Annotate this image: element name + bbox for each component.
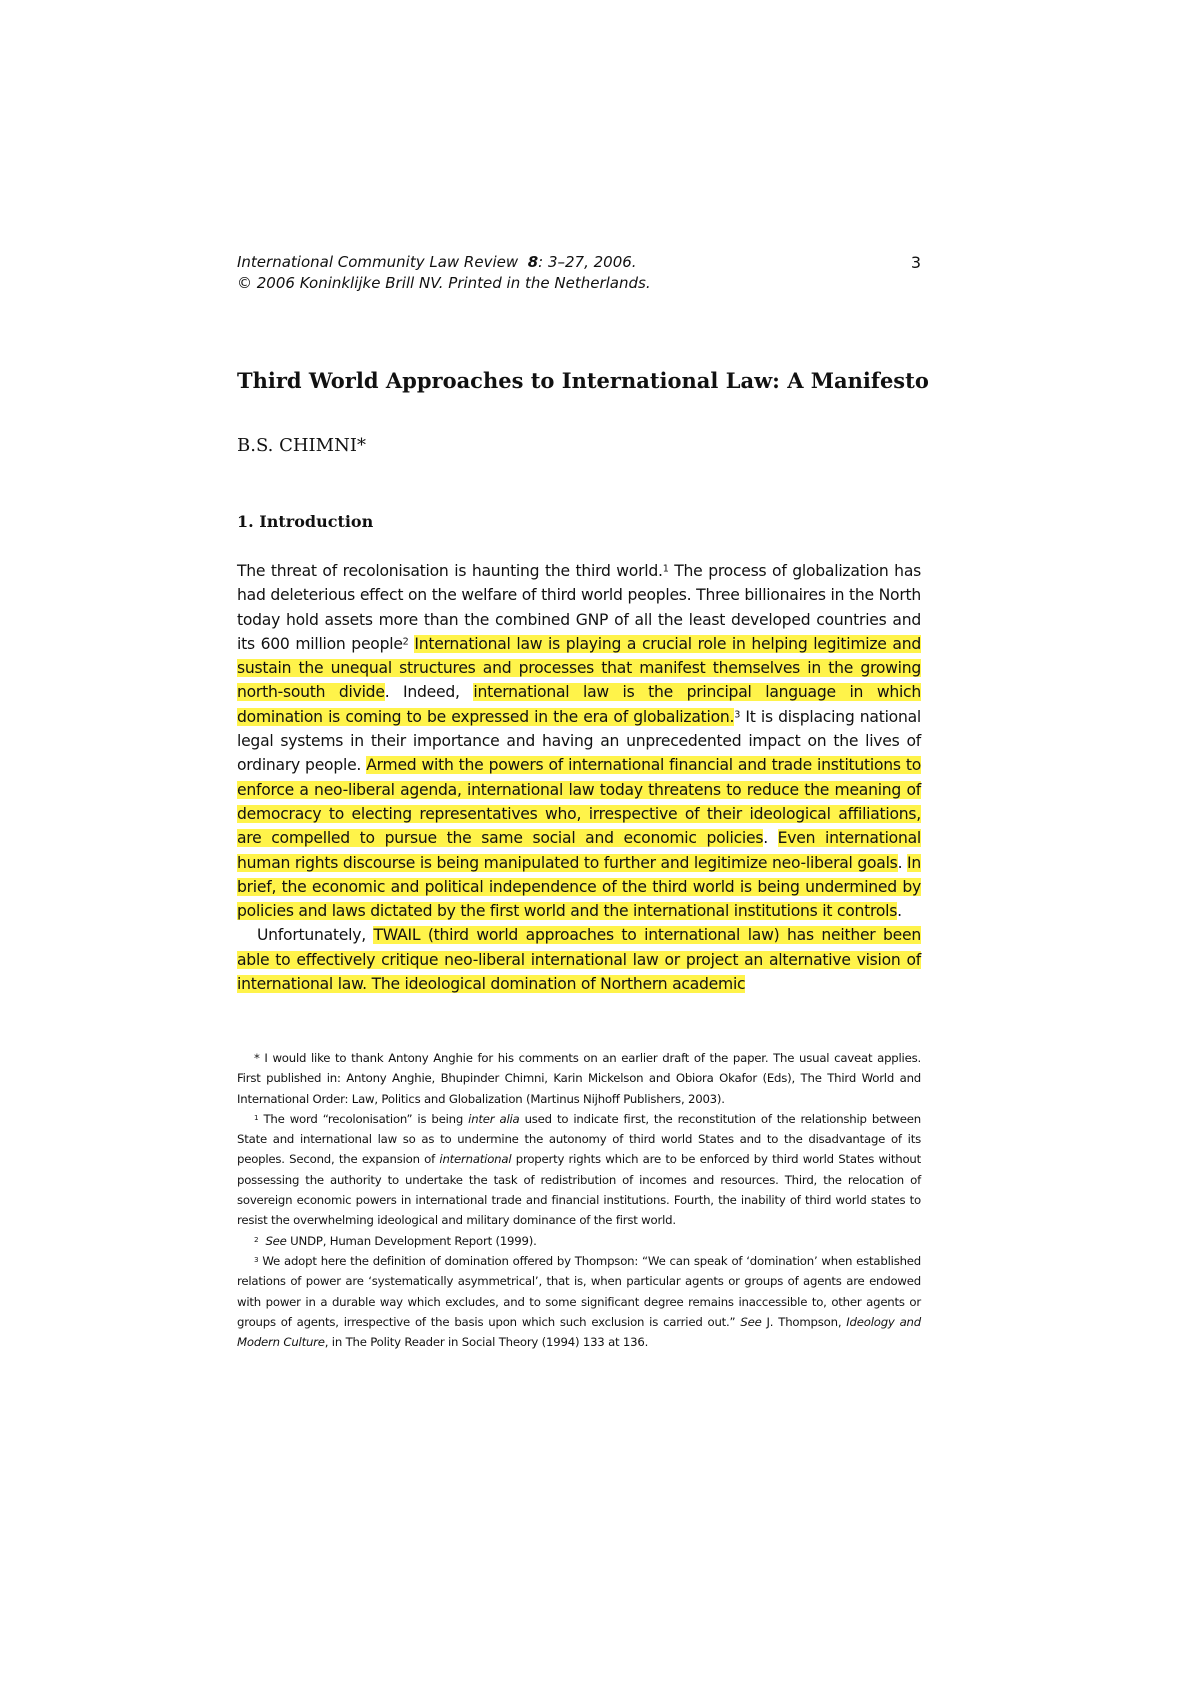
body-text: Unfortunately, [257,926,374,945]
body-text: . [897,853,908,872]
journal-pages-year: : 3–27, 2006. [538,253,637,271]
footnote-3 [237,1251,921,1352]
footnote-italic: international [439,1152,512,1167]
footnote-1 [237,1109,921,1231]
journal-volume: 8 [527,253,539,271]
highlighted-text: In brief, the economic and political independence of the third world is being undermined by policies and laws dictated by the first world and the international institutions it controls [237,853,921,921]
footnote-star [237,1048,921,1109]
footnote-text: property rights which are to be enforced by third world States without possessing the authority to undertake the task of redistribution of incomes and resources. Third, the relocation of sovereign economic powers in international trade and financial institutions. Fourth, the inability of third world states to resist the overwhelming ideological and military dominance of the first world. [237,1152,921,1228]
footnote-italic: Ideology and Modern Culture [237,1314,921,1350]
footnote-text: UNDP, Human Development Report (1999). [286,1233,537,1248]
footnote-ref[interactable]: 3 [734,709,741,721]
footnote-text: The word “recolonisation” is being [258,1111,469,1126]
body-paragraph [237,923,921,996]
footnote-marker: * [254,1051,260,1065]
footnote-text: used to indicate first, the reconstitution of the relationship between State and international law so as to undermine the autonomy of third world States and to the disadvantage of its peoples. Second, the expansion of [237,1111,921,1167]
body-text: . [897,902,902,921]
running-header [237,252,921,294]
copyright-line: © 2006 Koninklijke Brill NV. Printed in the Netherlands. [237,274,651,292]
footnote-italic: inter alia [468,1111,520,1126]
highlighted-text: International law is playing a crucial role in helping legitimize and sustain the unequal structures and processes that manifest themselves in the growing north-south divide [237,634,921,702]
footnote-marker: 3 [254,1254,259,1264]
page-number: 3 [910,253,921,272]
body-paragraph [237,559,921,923]
footnote-ref[interactable]: 1 [662,563,669,575]
footnote-marker: 1 [254,1112,259,1122]
footnote-2 [237,1231,921,1251]
body-text: The threat of recolonisation is haunting the third world. [237,562,663,580]
journal-citation [237,252,921,273]
body-text: . Indeed, [384,683,474,702]
highlighted-text: TWAIL (third world approaches to international law) has neither been able to effectively critique neo-liberal international law or project an alternative vision of international law. The ideological domination of Northern academic [237,926,922,994]
article-title: Third World Approaches to International Law: A Manifesto [237,368,929,393]
footnote-text: J. Thompson, [761,1314,847,1329]
article-body [237,559,921,996]
journal-name: International Community Law Review [237,253,519,271]
footnote-marker: 2 [254,1234,259,1244]
footnote-text: I would like to thank Antony Anghie for his comments on an earlier draft of the paper. The usual caveat applies. First published in: Antony Anghie, Bhupinder Chimni, Karin Mickelson and Obiora Okafor (Eds), The Third World and International Order: Law, Politics and Globalization (Martinus Nijhoff Publishers, 2003). [237,1051,921,1106]
highlighted-text: international law is the principal language in which domination is coming to be expressed in the era of globalization. [237,683,922,726]
highlighted-text: Even international human rights discourse is being manipulated to further and legitimize neo-liberal goals [237,829,921,872]
body-text: The process of globalization has had deleterious effect on the welfare of third world peoples. Three billionaires in the North today hold assets more than the combined GNP of all the least developed countries and its 600 million people [237,562,921,653]
article-author: B.S. CHIMNI* [237,435,366,456]
highlighted-text: Armed with the powers of international financial and trade institutions to enforce a neo-liberal agenda, international law today threatens to reduce the meaning of democracy to electing representatives who, irrespective of their ideological affiliations, are compelled to pursue the same social and economic policies [237,756,921,848]
footnotes [237,1048,921,1352]
footnote-italic: See [740,1314,762,1329]
footnote-text: , in The Polity Reader in Social Theory (1994) 133 at 136. [324,1335,649,1350]
section-heading: 1. Introduction [237,512,374,531]
footnote-ref[interactable]: 2 [402,636,409,648]
footnote-text: We adopt here the definition of domination offered by Thompson: “We can speak of ‘domination’ when established relations of power are ‘systematically asymmetrical’, that is, when particular agents or groups of agents are endowed with power in a durable way which excludes, and to some significant degree remains inaccessible to, other agents or groups of agents, irrespective of the basis upon which such exclusion is carried out.” [237,1253,921,1329]
body-text: . [763,829,778,848]
body-text: It is displacing national legal systems in their importance and having an unprecedented impact on the lives of ordinary people. [237,707,921,775]
footnote-italic: See [265,1233,287,1248]
